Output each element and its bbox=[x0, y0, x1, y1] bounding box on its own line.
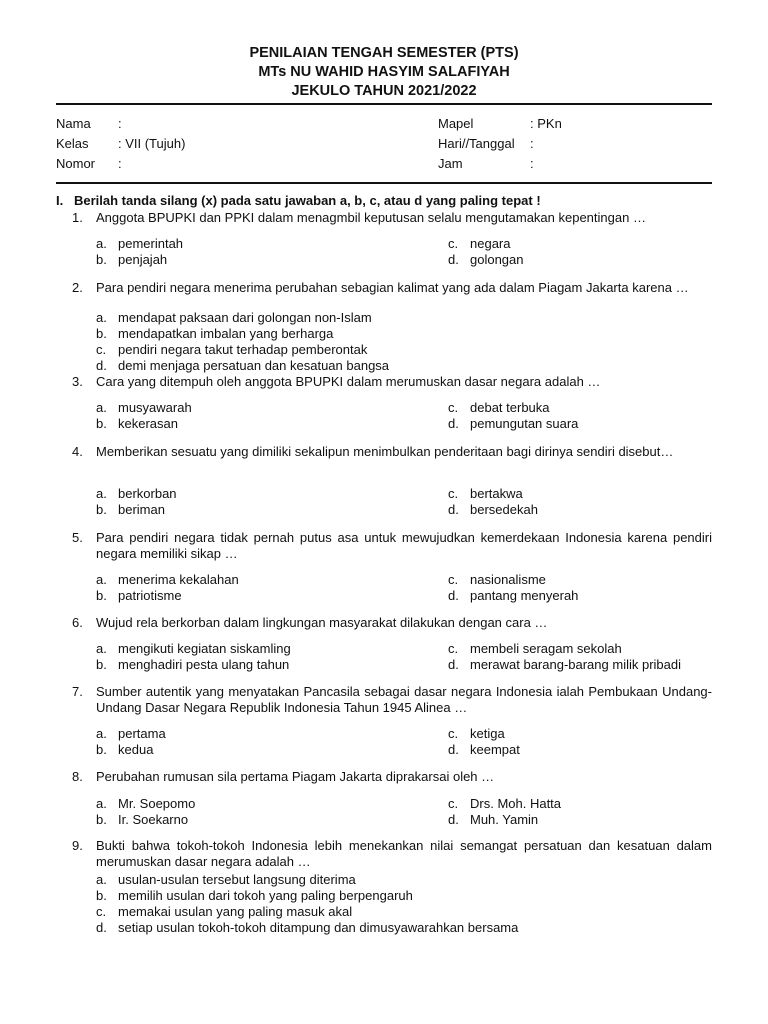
option-text: berkorban bbox=[118, 486, 177, 501]
question-number: 8. bbox=[72, 769, 83, 784]
option-text: mengikuti kegiatan siskamling bbox=[118, 641, 291, 656]
option-letter: d. bbox=[448, 812, 459, 827]
option-letter: d. bbox=[96, 920, 107, 935]
option-text: merawat barang-barang milik pribadi bbox=[470, 657, 681, 672]
option-letter: a. bbox=[96, 641, 107, 656]
option-text: ketiga bbox=[470, 726, 505, 741]
question-stem: Sumber autentik yang menyatakan Pancasila sebagai dasar negara Indonesia ialah Pembukaan Undang-Undang Dasar Negara Republik Indonesia Tahun 1945 Alinea … bbox=[96, 684, 712, 715]
option-letter: d. bbox=[448, 416, 459, 431]
option-text: mendapat paksaan dari golongan non-Islam bbox=[118, 310, 372, 325]
option-text: golongan bbox=[470, 252, 524, 267]
option-text: usulan-usulan tersebut langsung diterima bbox=[118, 872, 356, 887]
option-text: memilih usulan dari tokoh yang paling berpengaruh bbox=[118, 888, 413, 903]
question-number: 9. bbox=[72, 838, 83, 853]
option-text: nasionalisme bbox=[470, 572, 546, 587]
option-letter: c. bbox=[448, 726, 459, 741]
option-letter: c. bbox=[448, 572, 459, 587]
option-text: mendapatkan imbalan yang berharga bbox=[118, 326, 334, 341]
option-text: pantang menyerah bbox=[470, 588, 579, 603]
hari-tanggal-value: : bbox=[530, 136, 534, 151]
option-text: beriman bbox=[118, 502, 165, 517]
question-number: 6. bbox=[72, 615, 83, 630]
option-text: membeli seragam sekolah bbox=[470, 641, 622, 656]
option-letter: b. bbox=[96, 416, 107, 431]
option-letter: c. bbox=[448, 796, 459, 811]
option-letter: d. bbox=[448, 657, 459, 672]
mapel-value: : PKn bbox=[530, 116, 562, 131]
nama-value: : bbox=[118, 116, 122, 131]
option-letter: d. bbox=[448, 588, 459, 603]
option-text: debat terbuka bbox=[470, 400, 550, 415]
option-letter: b. bbox=[96, 252, 107, 267]
option-text: patriotisme bbox=[118, 588, 182, 603]
question-number: 5. bbox=[72, 530, 83, 545]
question-number: 3. bbox=[72, 374, 83, 389]
option-text: kekerasan bbox=[118, 416, 178, 431]
header-line-1: PENILAIAN TENGAH SEMESTER (PTS) bbox=[249, 45, 519, 61]
option-text: menghadiri pesta ulang tahun bbox=[118, 657, 290, 672]
option-text: pertama bbox=[118, 726, 166, 741]
option-letter: c. bbox=[448, 236, 459, 251]
option-letter: b. bbox=[96, 657, 107, 672]
info-row-2 bbox=[56, 134, 712, 154]
question-stem: Memberikan sesuatu yang dimiliki sekalipun menimbulkan penderitaan bagi dirinya sendiri disebut… bbox=[96, 444, 674, 459]
mapel-label: Mapel bbox=[438, 116, 474, 131]
option-letter: d. bbox=[96, 358, 107, 373]
option-text: pemerintah bbox=[118, 236, 184, 251]
option-letter: c. bbox=[448, 641, 459, 656]
option-letter: d. bbox=[448, 502, 459, 517]
question-stem: Anggota BPUPKI dan PPKI dalam menagmbil keputusan selalu mengutamakan kepentingan … bbox=[96, 210, 646, 225]
option-text: memakai usulan yang paling masuk akal bbox=[118, 904, 353, 919]
option-letter: a. bbox=[96, 310, 107, 325]
option-letter: b. bbox=[96, 502, 107, 517]
option-letter: b. bbox=[96, 326, 107, 341]
section-number: I. bbox=[56, 193, 64, 208]
option-letter: c. bbox=[448, 486, 459, 501]
instruction-text: Berilah tanda silang (x) pada satu jawaban a, b, c, atau d yang paling tepat ! bbox=[74, 193, 541, 208]
info-row-3 bbox=[56, 154, 712, 174]
option-letter: a. bbox=[96, 872, 107, 887]
question-number: 2. bbox=[72, 280, 83, 295]
option-letter: a. bbox=[96, 796, 107, 811]
option-text: Ir. Soekarno bbox=[118, 812, 189, 827]
kelas-value: : VII (Tujuh) bbox=[118, 136, 186, 151]
option-letter: b. bbox=[96, 812, 107, 827]
option-text: Drs. Moh. Hatta bbox=[470, 796, 562, 811]
question-stem: Perubahan rumusan sila pertama Piagam Jakarta diprakarsai oleh … bbox=[96, 769, 495, 784]
option-text: negara bbox=[470, 236, 511, 251]
nama-label: Nama bbox=[56, 116, 91, 131]
kelas-label: Kelas bbox=[56, 136, 89, 151]
option-text: bersedekah bbox=[470, 502, 538, 517]
option-letter: b. bbox=[96, 888, 107, 903]
header-line-3: JEKULO TAHUN 2021/2022 bbox=[291, 83, 477, 99]
header-line-2: MTs NU WAHID HASYIM SALAFIYAH bbox=[258, 64, 510, 80]
option-letter: a. bbox=[96, 236, 107, 251]
jam-value: : bbox=[530, 156, 534, 171]
option-text: musyawarah bbox=[118, 400, 192, 415]
option-text: keempat bbox=[470, 742, 520, 757]
option-text: Mr. Soepomo bbox=[118, 796, 196, 811]
option-letter: a. bbox=[96, 400, 107, 415]
option-letter: c. bbox=[96, 904, 107, 919]
option-letter: c. bbox=[96, 342, 107, 357]
option-letter: b. bbox=[96, 588, 107, 603]
option-text: demi menjaga persatuan dan kesatuan bangsa bbox=[118, 358, 390, 373]
option-letter: d. bbox=[448, 252, 459, 267]
option-letter: b. bbox=[96, 742, 107, 757]
option-text: kedua bbox=[118, 742, 154, 757]
option-letter: a. bbox=[96, 572, 107, 587]
option-text: penjajah bbox=[118, 252, 168, 267]
option-letter: a. bbox=[96, 726, 107, 741]
exam-header bbox=[0, 44, 768, 101]
option-text: bertakwa bbox=[470, 486, 523, 501]
option-text: Muh. Yamin bbox=[470, 812, 539, 827]
question-stem: Bukti bahwa tokoh-tokoh Indonesia lebih menekankan nilai semangat persatuan dan kesatuan dalam merumuskan dasar negara adalah … bbox=[96, 838, 712, 869]
question-number: 4. bbox=[72, 444, 83, 459]
option-text: pemungutan suara bbox=[470, 416, 579, 431]
header-divider-bottom bbox=[56, 182, 712, 184]
option-text: menerima kekalahan bbox=[118, 572, 239, 587]
question-number: 7. bbox=[72, 684, 83, 699]
option-text: setiap usulan tokoh-tokoh ditampung dan dimusyawarahkan bersama bbox=[118, 920, 519, 935]
question-stem: Para pendiri negara tidak pernah putus asa untuk mewujudkan kemerdekaan Indonesia karena pendiri negara memiliki sikap … bbox=[96, 530, 712, 561]
question-stem: Wujud rela berkorban dalam lingkungan masyarakat dilakukan dengan cara … bbox=[96, 615, 548, 630]
option-letter: d. bbox=[448, 742, 459, 757]
question-stem: Cara yang ditempuh oleh anggota BPUPKI dalam merumuskan dasar negara adalah … bbox=[96, 374, 601, 389]
hari-tanggal-label: Hari//Tanggal bbox=[438, 136, 515, 151]
option-text: pendiri negara takut terhadap pemberontak bbox=[118, 342, 368, 357]
header-divider-top bbox=[56, 103, 712, 105]
question-stem: Para pendiri negara menerima perubahan sebagian kalimat yang ada dalam Piagam Jakarta karena … bbox=[96, 280, 689, 295]
nomor-value: : bbox=[118, 156, 122, 171]
option-letter: a. bbox=[96, 486, 107, 501]
option-letter: c. bbox=[448, 400, 459, 415]
question-number: 1. bbox=[72, 210, 83, 225]
nomor-label: Nomor bbox=[56, 156, 96, 171]
jam-label: Jam bbox=[438, 156, 463, 171]
info-row-1 bbox=[56, 114, 712, 134]
